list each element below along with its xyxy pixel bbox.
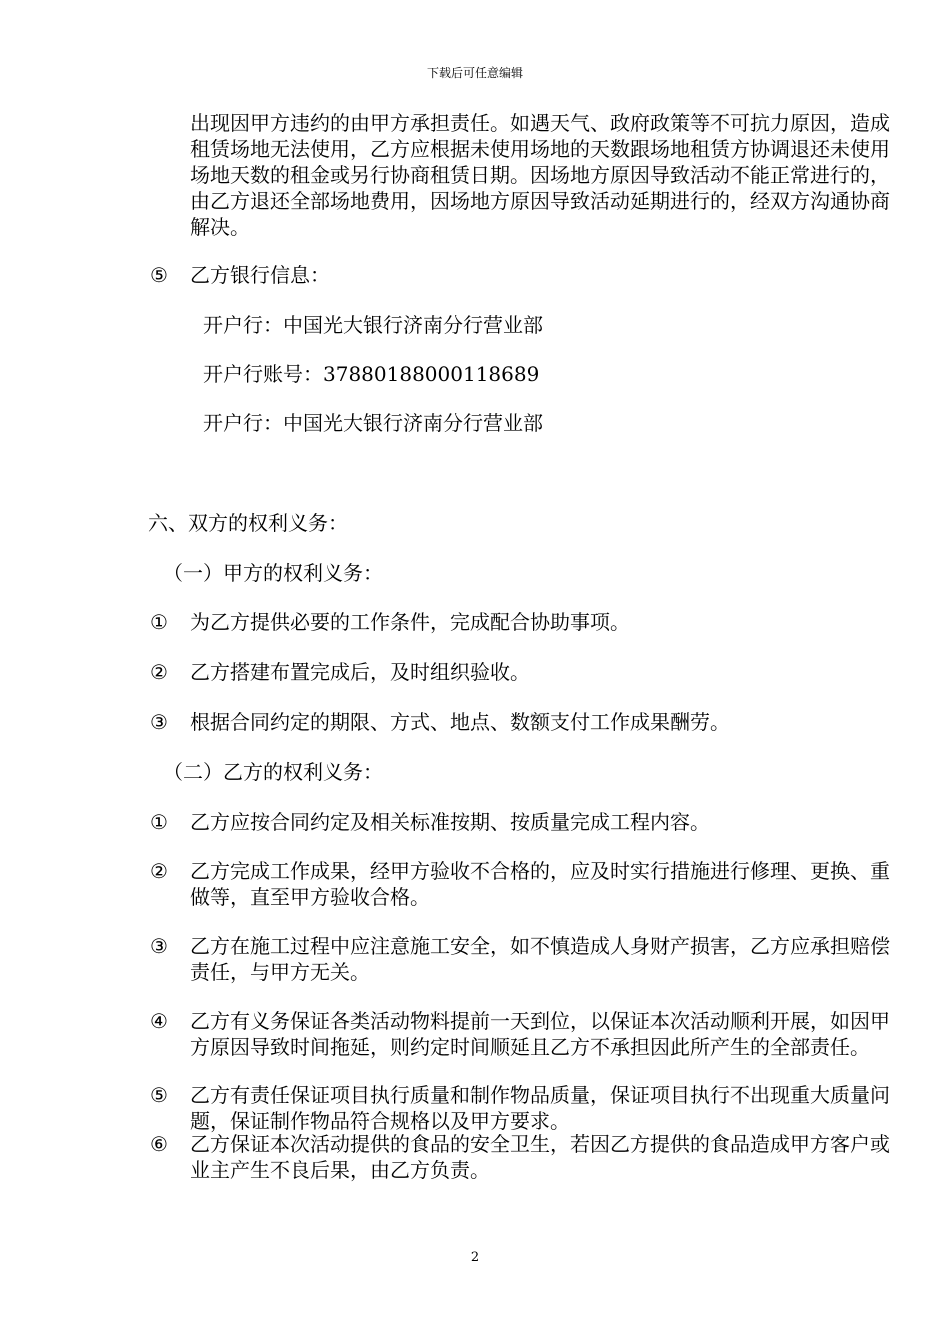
subsection-title-party-b: （二）乙方的权利义务： [163,760,383,784]
list-item [150,933,890,985]
list-item-text: 乙方在施工过程中应注意施工安全，如不慎造成人身财产损害，乙方应承担赔偿责任，与甲方无关。 [190,934,890,984]
list-marker: ⑤ [150,1083,168,1107]
list-marker: ④ [150,1009,168,1033]
list-marker: ⑥ [150,1132,168,1156]
list-item [150,858,890,910]
list-item-text: 乙方保证本次活动提供的食品的安全卫生，若因乙方提供的食品造成甲方客户或业主产生不良后果，由乙方负责。 [190,1132,890,1182]
list-item-text: 乙方完成工作成果，经甲方验收不合格的，应及时实行措施进行修理、更换、重做等，直至甲方验收合格。 [190,859,890,909]
bank-line-3: 开户行：中国光大银行济南分行营业部 [203,411,543,435]
list-item [150,709,890,735]
subsection-title-party-a: （一）甲方的权利义务： [163,561,383,585]
list-item [150,809,890,835]
list-item-text: 为乙方提供必要的工作条件，完成配合协助事项。 [190,610,630,634]
list-item [150,609,890,635]
bank-line-2: 开户行账号：37880188000118689 [203,362,540,386]
list-item-text: 根据合同约定的期限、方式、地点、数额支付工作成果酬劳。 [190,710,730,734]
list-item [150,1131,890,1183]
list-marker: ⑤ [150,263,168,287]
list-item-text: 乙方有义务保证各类活动物料提前一天到位，以保证本次活动顺利开展，如因甲方原因导致时间拖延，则约定时间顺延且乙方不承担因此所产生的全部责任。 [190,1009,890,1059]
list-marker: ② [150,660,168,684]
list-item-text: 乙方应按合同约定及相关标准按期、按质量完成工程内容。 [190,810,710,834]
bank-info-title: 乙方银行信息： [190,263,330,287]
list-marker: ③ [150,710,168,734]
list-item-text: 乙方搭建布置完成后，及时组织验收。 [190,660,530,684]
bank-line-1: 开户行：中国光大银行济南分行营业部 [203,313,543,337]
list-marker: ① [150,810,168,834]
list-item [150,1008,890,1060]
page-header: 下载后可任意编辑 [426,66,523,80]
page-number: 2 [470,1250,480,1265]
list-item-text: 乙方有责任保证项目执行质量和制作物品质量，保证项目执行不出现重大质量问题，保证制作物品符合规格以及甲方要求。 [190,1083,890,1133]
list-marker: ③ [150,934,168,958]
list-marker: ② [150,859,168,883]
intro-paragraph: 出现因甲方违约的由甲方承担责任。如遇天气、政府政策等不可抗力原因，造成租赁场地无法使用，乙方应根据未使用场地的天数跟场地租赁方协调退还未使用场地天数的租金或另行协商租赁日期。因场地方原因导致活动不能正常进行的，由乙方退还全部场地费用，因场地方原因导致活动延期进行的，经双方沟通协商解决。 [190,111,890,239]
section-title: 六、双方的权利义务： [148,511,348,535]
bank-info-heading [150,262,890,288]
list-item [150,1082,890,1134]
list-item [150,659,890,685]
list-marker: ① [150,610,168,634]
